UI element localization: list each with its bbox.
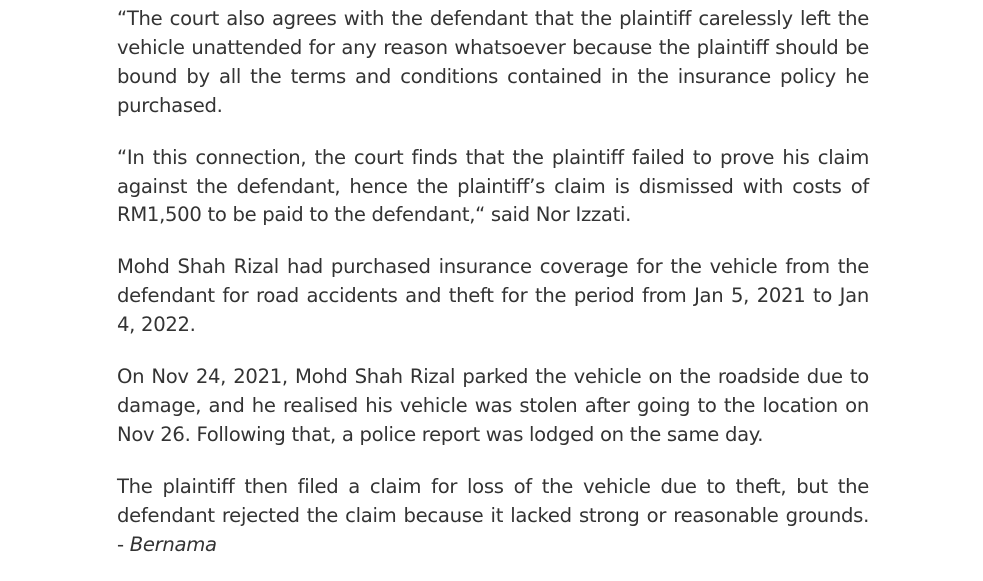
news-source-credit: Bernama xyxy=(129,532,217,556)
article-paragraph: Mohd Shah Rizal had purchased insurance coverage for the vehicle from the defendant for road accidents and theft for the period from Jan 5, 2021 to Jan 4, 2022. xyxy=(117,255,869,337)
article-body xyxy=(117,5,869,560)
article-paragraph-text: The plaintiff then filed a claim for loss of the vehicle due to theft, but the defendant rejected the claim because it lacked strong or reasonable grounds. - xyxy=(117,474,869,556)
article-paragraph: On Nov 24, 2021, Mohd Shah Rizal parked the vehicle on the roadside due to damage, and he realised his vehicle was stolen after going to the location on Nov 26. Following that, a police report was lodged on the same day. xyxy=(117,365,869,446)
article-paragraph: “The court also agrees with the defendant that the plaintiff carelessly left the vehicle unattended for any reason whatsoever because the plaintiff should be bound by all the terms and conditions contained in the insurance policy he purchased. xyxy=(117,7,869,117)
article-paragraph-final xyxy=(117,473,869,560)
article-paragraph: “In this connection, the court finds that the plaintiff failed to prove his claim against the defendant, hence the plaintiff’s claim is dismissed with costs of RM1,500 to be paid to the defendant,“ said Nor Izzati. xyxy=(117,145,869,227)
